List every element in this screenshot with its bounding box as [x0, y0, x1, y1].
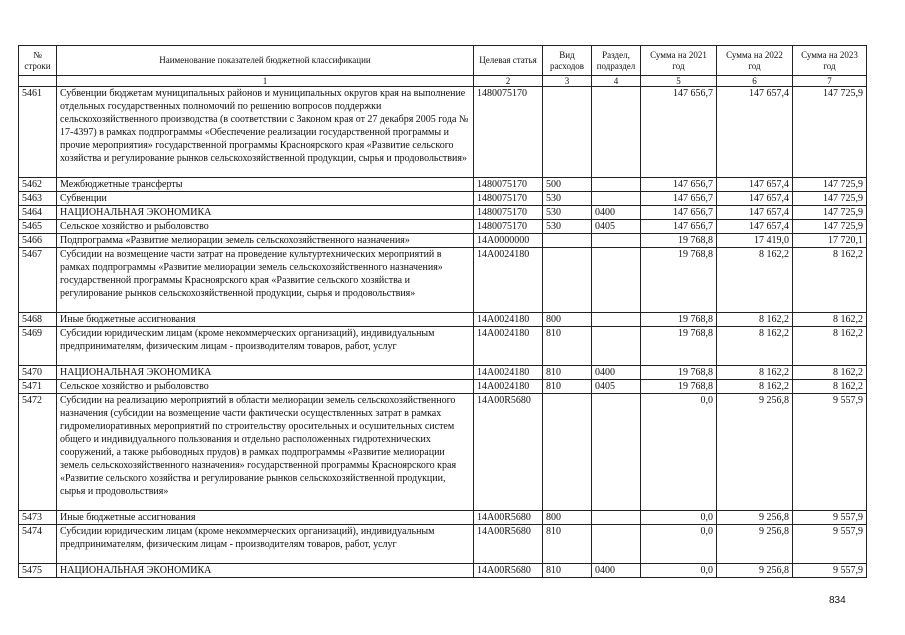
- row-section-cell: [592, 313, 641, 327]
- row-sum-2023-cell: 9 557,9: [793, 511, 867, 525]
- table-row: [19, 178, 867, 192]
- row-name-cell: НАЦИОНАЛЬНАЯ ЭКОНОМИКА: [57, 206, 474, 220]
- row-name-cell: Подпрограмма «Развитие мелиорации земель сельскохозяйственного назначения»: [57, 234, 474, 248]
- row-sum-2022-cell: 8 162,2: [717, 248, 793, 313]
- row-section-cell: 0405: [592, 380, 641, 394]
- row-name-cell: Сельское хозяйство и рыболовство: [57, 220, 474, 234]
- row-type-cell: 500: [543, 178, 592, 192]
- row-target-cell: 14A0024180: [474, 313, 543, 327]
- table-row: [19, 248, 867, 313]
- row-sum-2023-cell: 17 720,1: [793, 234, 867, 248]
- row-sum-2021-cell: 0,0: [641, 564, 717, 578]
- row-sum-2023-cell: 9 557,9: [793, 564, 867, 578]
- row-sum-2021-cell: 19 768,8: [641, 313, 717, 327]
- row-sum-2021-cell: 147 656,7: [641, 178, 717, 192]
- page-number: 834: [829, 595, 846, 606]
- row-type-cell: [543, 87, 592, 178]
- row-number-cell: 5470: [19, 366, 57, 380]
- row-sum-2021-cell: 19 768,8: [641, 248, 717, 313]
- row-name-cell: Сельское хозяйство и рыболовство: [57, 380, 474, 394]
- row-sum-2021-cell: 147 656,7: [641, 206, 717, 220]
- row-type-cell: 810: [543, 525, 592, 564]
- row-number-cell: 5473: [19, 511, 57, 525]
- header-row: [19, 46, 867, 76]
- column-index-cell: 5: [641, 76, 717, 87]
- row-section-cell: 0400: [592, 206, 641, 220]
- row-number-cell: 5465: [19, 220, 57, 234]
- row-sum-2023-cell: 147 725,9: [793, 206, 867, 220]
- table-row: [19, 313, 867, 327]
- row-sum-2021-cell: 147 656,7: [641, 87, 717, 178]
- row-sum-2022-cell: 9 256,8: [717, 564, 793, 578]
- row-sum-2022-cell: 147 657,4: [717, 178, 793, 192]
- row-sum-2023-cell: 8 162,2: [793, 248, 867, 313]
- row-sum-2022-cell: 147 657,4: [717, 220, 793, 234]
- row-target-cell: 14A0024180: [474, 380, 543, 394]
- column-index-cell: 4: [592, 76, 641, 87]
- row-sum-2021-cell: 19 768,8: [641, 380, 717, 394]
- row-number-cell: 5461: [19, 87, 57, 178]
- table-row: [19, 220, 867, 234]
- table-row: [19, 327, 867, 366]
- header-sum-2022: Сумма на 2022 год: [717, 46, 793, 76]
- row-name-cell: НАЦИОНАЛЬНАЯ ЭКОНОМИКА: [57, 366, 474, 380]
- row-name-cell: Субсидии юридическим лицам (кроме некоммерческих организаций), индивидуальным предпринимателям, физическим лицам - производителям товаров, работ, услуг: [57, 327, 474, 366]
- row-name-cell: Иные бюджетные ассигнования: [57, 511, 474, 525]
- row-name-cell: НАЦИОНАЛЬНАЯ ЭКОНОМИКА: [57, 564, 474, 578]
- row-number-cell: 5475: [19, 564, 57, 578]
- row-target-cell: 1480075170: [474, 87, 543, 178]
- table-row: [19, 380, 867, 394]
- table-body: [19, 87, 867, 578]
- row-sum-2023-cell: 8 162,2: [793, 327, 867, 366]
- row-sum-2021-cell: 147 656,7: [641, 220, 717, 234]
- header-type: Вид расходов: [543, 46, 592, 76]
- row-sum-2022-cell: 17 419,0: [717, 234, 793, 248]
- row-section-cell: 0400: [592, 564, 641, 578]
- table-row: [19, 366, 867, 380]
- row-target-cell: 1480075170: [474, 192, 543, 206]
- table-row: [19, 564, 867, 578]
- row-sum-2021-cell: 19 768,8: [641, 366, 717, 380]
- row-type-cell: 810: [543, 564, 592, 578]
- column-index-cell: 2: [474, 76, 543, 87]
- row-type-cell: [543, 248, 592, 313]
- table-row: [19, 206, 867, 220]
- row-type-cell: 530: [543, 206, 592, 220]
- header-name: Наименование показателей бюджетной классификации: [57, 46, 474, 76]
- row-number-cell: 5466: [19, 234, 57, 248]
- row-type-cell: 800: [543, 313, 592, 327]
- row-sum-2022-cell: 9 256,8: [717, 525, 793, 564]
- row-target-cell: 1480075170: [474, 206, 543, 220]
- column-index-cell: 6: [717, 76, 793, 87]
- row-sum-2022-cell: 147 657,4: [717, 87, 793, 178]
- header-row-no: № строки: [19, 46, 57, 76]
- row-name-cell: Субсидии на реализацию мероприятий в области мелиорации земель сельскохозяйственного назначения (субсидии на возмещение части фактически осуществленных затрат в рамках гидромелиоративных мероприятий по строительству оросительных и осушительных систем общего и индивидуального пользования и отдельно расположенных гидротехнических сооружений, а также рыбоводных прудов) в рамках подпрограммы «Развитие мелиорации земель сельскохозяйственного назначения» государственной программы Красноярского края «Развитие сельского хозяйства и регулирование рынков сельскохозяйственной продукции, сырья и продовольствия»: [57, 394, 474, 511]
- row-sum-2023-cell: 147 725,9: [793, 178, 867, 192]
- column-index-cell: 1: [57, 76, 474, 87]
- row-type-cell: 800: [543, 511, 592, 525]
- row-number-cell: 5467: [19, 248, 57, 313]
- row-type-cell: 530: [543, 192, 592, 206]
- row-sum-2022-cell: 8 162,2: [717, 327, 793, 366]
- row-sum-2023-cell: 8 162,2: [793, 380, 867, 394]
- row-type-cell: 810: [543, 327, 592, 366]
- row-sum-2021-cell: 0,0: [641, 511, 717, 525]
- row-target-cell: 14A00R5680: [474, 564, 543, 578]
- column-index-cell: [19, 76, 57, 87]
- row-sum-2022-cell: 8 162,2: [717, 380, 793, 394]
- row-sum-2022-cell: 8 162,2: [717, 366, 793, 380]
- row-sum-2022-cell: 9 256,8: [717, 394, 793, 511]
- table-row: [19, 525, 867, 564]
- header-sum-2021: Сумма на 2021 год: [641, 46, 717, 76]
- header-sum-2023: Сумма на 2023 год: [793, 46, 867, 76]
- row-sum-2023-cell: 147 725,9: [793, 220, 867, 234]
- row-target-cell: 14A0024180: [474, 327, 543, 366]
- budget-table: [18, 45, 867, 578]
- row-sum-2021-cell: 0,0: [641, 394, 717, 511]
- row-sum-2021-cell: 19 768,8: [641, 234, 717, 248]
- row-number-cell: 5468: [19, 313, 57, 327]
- row-number-cell: 5463: [19, 192, 57, 206]
- row-name-cell: Субсидии на возмещение части затрат на проведение культуртехнических мероприятий в рамках подпрограммы «Развитие мелиорации земель сельскохозяйственного назначения» государственной программы Красноярского края «Развитие сельского хозяйства и регулирование рынков сельскохозяйственной продукции, сырья и продовольствия»: [57, 248, 474, 313]
- row-type-cell: [543, 234, 592, 248]
- row-sum-2023-cell: 147 725,9: [793, 192, 867, 206]
- row-section-cell: [592, 525, 641, 564]
- row-sum-2021-cell: 19 768,8: [641, 327, 717, 366]
- table-row: [19, 87, 867, 178]
- column-index-cell: 7: [793, 76, 867, 87]
- column-index-row: [19, 76, 867, 87]
- row-sum-2022-cell: 8 162,2: [717, 313, 793, 327]
- row-section-cell: [592, 192, 641, 206]
- row-target-cell: 14A0024180: [474, 248, 543, 313]
- row-section-cell: [592, 87, 641, 178]
- row-name-cell: Межбюджетные трансферты: [57, 178, 474, 192]
- header-target: Целевая статья: [474, 46, 543, 76]
- row-target-cell: 14A0024180: [474, 366, 543, 380]
- column-index-cell: 3: [543, 76, 592, 87]
- row-section-cell: 0405: [592, 220, 641, 234]
- row-number-cell: 5464: [19, 206, 57, 220]
- row-type-cell: 810: [543, 380, 592, 394]
- row-name-cell: Субвенции: [57, 192, 474, 206]
- row-section-cell: [592, 178, 641, 192]
- row-section-cell: [592, 511, 641, 525]
- row-sum-2023-cell: 8 162,2: [793, 313, 867, 327]
- row-target-cell: 14A0000000: [474, 234, 543, 248]
- row-name-cell: Субвенции бюджетам муниципальных районов и муниципальных округов края на выполнение отдельных государственных полномочий по решению вопросов поддержки сельскохозяйственного производства (в соответствии с Законом края от 27 декабря 2005 года № 17-4397) в рамках подпрограммы «Обеспечение реализации государственной программы и прочие мероприятия» государственной программы Красноярского края «Развитие сельского хозяйства и регулирование рынков сельскохозяйственной продукции, сырья и продовольствия»: [57, 87, 474, 178]
- row-sum-2023-cell: 8 162,2: [793, 366, 867, 380]
- row-type-cell: 530: [543, 220, 592, 234]
- row-section-cell: [592, 394, 641, 511]
- row-type-cell: [543, 394, 592, 511]
- row-sum-2023-cell: 9 557,9: [793, 525, 867, 564]
- table-row: [19, 511, 867, 525]
- row-name-cell: Субсидии юридическим лицам (кроме некоммерческих организаций), индивидуальным предпринимателям, физическим лицам - производителям товаров, работ, услуг: [57, 525, 474, 564]
- row-target-cell: 1480075170: [474, 178, 543, 192]
- row-section-cell: [592, 248, 641, 313]
- row-target-cell: 14A00R5680: [474, 525, 543, 564]
- row-sum-2022-cell: 147 657,4: [717, 206, 793, 220]
- row-sum-2023-cell: 9 557,9: [793, 394, 867, 511]
- row-target-cell: 14A00R5680: [474, 511, 543, 525]
- row-name-cell: Иные бюджетные ассигнования: [57, 313, 474, 327]
- row-section-cell: [592, 234, 641, 248]
- row-sum-2022-cell: 147 657,4: [717, 192, 793, 206]
- row-number-cell: 5469: [19, 327, 57, 366]
- table-row: [19, 234, 867, 248]
- row-type-cell: 810: [543, 366, 592, 380]
- row-sum-2021-cell: 0,0: [641, 525, 717, 564]
- row-target-cell: 1480075170: [474, 220, 543, 234]
- row-number-cell: 5462: [19, 178, 57, 192]
- row-sum-2021-cell: 147 656,7: [641, 192, 717, 206]
- row-section-cell: [592, 327, 641, 366]
- row-sum-2022-cell: 9 256,8: [717, 511, 793, 525]
- table-row: [19, 192, 867, 206]
- row-target-cell: 14A00R5680: [474, 394, 543, 511]
- row-number-cell: 5471: [19, 380, 57, 394]
- row-sum-2023-cell: 147 725,9: [793, 87, 867, 178]
- row-number-cell: 5474: [19, 525, 57, 564]
- row-section-cell: 0400: [592, 366, 641, 380]
- table-row: [19, 394, 867, 511]
- row-number-cell: 5472: [19, 394, 57, 511]
- header-section: Раздел, подраздел: [592, 46, 641, 76]
